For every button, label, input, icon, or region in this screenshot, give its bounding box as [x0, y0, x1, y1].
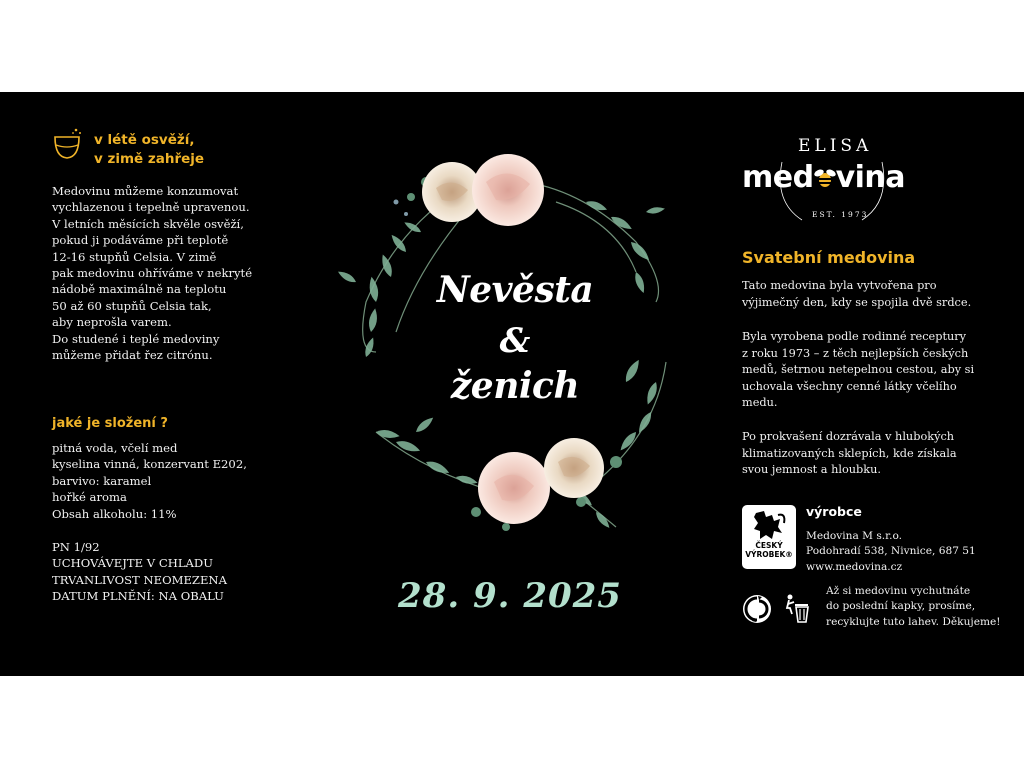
text-line: svou jemnost a hloubku. — [742, 463, 881, 477]
maker-heading: výrobce — [806, 504, 862, 519]
trash-bin-icon — [784, 592, 810, 624]
maker-info — [806, 529, 976, 575]
text-line: recyklujte tuto lahev. Děkujeme! — [826, 615, 1001, 628]
text-line: 50 až 60 stupňů Celsia tak, — [52, 298, 212, 313]
wine-glass-icon — [52, 127, 84, 163]
text-line: Obsah alkoholu: 11% — [52, 506, 177, 521]
logo-est: EST. 1973 — [812, 210, 869, 219]
text-line: Podohradí 538, Nivnice, 687 51 — [806, 545, 976, 558]
storage-info — [52, 539, 227, 605]
brand-logo — [742, 132, 922, 232]
wedding-date: 28. 9. 2025 — [398, 576, 622, 616]
description-1 — [742, 278, 971, 311]
text-line: TRVANLIVOST NEOMEZENA — [52, 572, 227, 587]
text-line: kyselina vinná, konzervant E202, — [52, 457, 247, 472]
lion-icon — [750, 509, 788, 541]
ingredients-heading: jaké je složení ? — [52, 416, 168, 431]
badge-line: ČESKÝ — [755, 541, 783, 550]
ampersand: & — [499, 321, 531, 361]
text-line: Byla vyrobena podle rodinné receptury — [742, 330, 967, 343]
text-line: hořké aroma — [52, 490, 127, 505]
text-line: www.medovina.cz — [806, 560, 903, 573]
text-line: nádobě maximálně na teplotu — [52, 282, 227, 297]
text-line: DATUM PLNĚNÍ: NA OBALU — [52, 589, 224, 604]
text-line: medu. — [742, 396, 778, 410]
badge-text — [742, 542, 796, 559]
green-dot-recycle-icon — [742, 594, 772, 624]
text-line: pitná voda, včelí med — [52, 441, 178, 455]
logo-top-text: ELISA — [798, 136, 873, 156]
badge-line: VÝROBEK® — [745, 549, 793, 559]
text-line: výjimečný den, kdy se spojila dvě srdce. — [742, 295, 972, 309]
bee-icon — [814, 167, 836, 189]
text-line: V letních měsících skvěle osvěží, — [52, 216, 244, 231]
slogan-line: v létě osvěží, — [94, 132, 195, 148]
logo-word-left: med — [742, 160, 814, 195]
text-line: 12-16 stupňů Celsia. V zimě — [52, 249, 217, 264]
text-line: Medovinu můžeme konzumovat — [52, 184, 239, 198]
recycle-note — [826, 584, 1001, 630]
text-line: Po prokvašení dozrávala v hlubokých — [742, 430, 955, 443]
czech-product-badge — [742, 505, 796, 569]
text-line: Až si medovinu vychutnáte — [826, 585, 971, 597]
text-line: vychlazenou i tepelně upravenou. — [52, 200, 250, 215]
text-line: uchovala všechny cenné látky včelího — [742, 379, 957, 393]
text-line: klimatizovaných sklepích, kde získala — [742, 446, 957, 460]
text-line: aby neprošla varem. — [52, 315, 172, 330]
text-line: můžeme přidat řez citrónu. — [52, 348, 213, 363]
product-label — [0, 92, 1024, 676]
logo-word-right: vina — [835, 160, 906, 195]
text-line: barvivo: karamel — [52, 473, 152, 488]
text-line: PN 1/92 — [52, 540, 100, 554]
product-title: Svatební medovina — [742, 248, 916, 267]
ingredients-list — [52, 440, 247, 522]
text-line: medů, šetrnou netepelnou cestou, aby si — [742, 363, 975, 377]
slogan — [94, 131, 204, 169]
text-line: do poslední kapky, prosíme, — [826, 600, 976, 613]
text-line: z roku 1973 – z těch nejlepších českých — [742, 346, 969, 360]
text-line: pak medovinu ohříváme v nekryté — [52, 266, 253, 281]
bride-label: Nevěsta — [436, 269, 594, 311]
text-line: Tato medovina byla vytvořena pro — [742, 279, 937, 292]
text-line: UCHOVÁVEJTE V CHLADU — [52, 556, 213, 571]
description-2 — [742, 329, 974, 412]
groom-label: ženich — [450, 365, 580, 407]
text-line: Do studené i teplé medoviny — [52, 331, 220, 346]
text-line: pokud ji podáváme při teplotě — [52, 233, 229, 248]
description-3 — [742, 429, 957, 479]
serving-text — [52, 183, 252, 363]
text-line: Medovina M s.r.o. — [806, 530, 902, 542]
slogan-line: v zimě zahřeje — [94, 151, 205, 167]
logo-wordmark — [742, 160, 905, 195]
